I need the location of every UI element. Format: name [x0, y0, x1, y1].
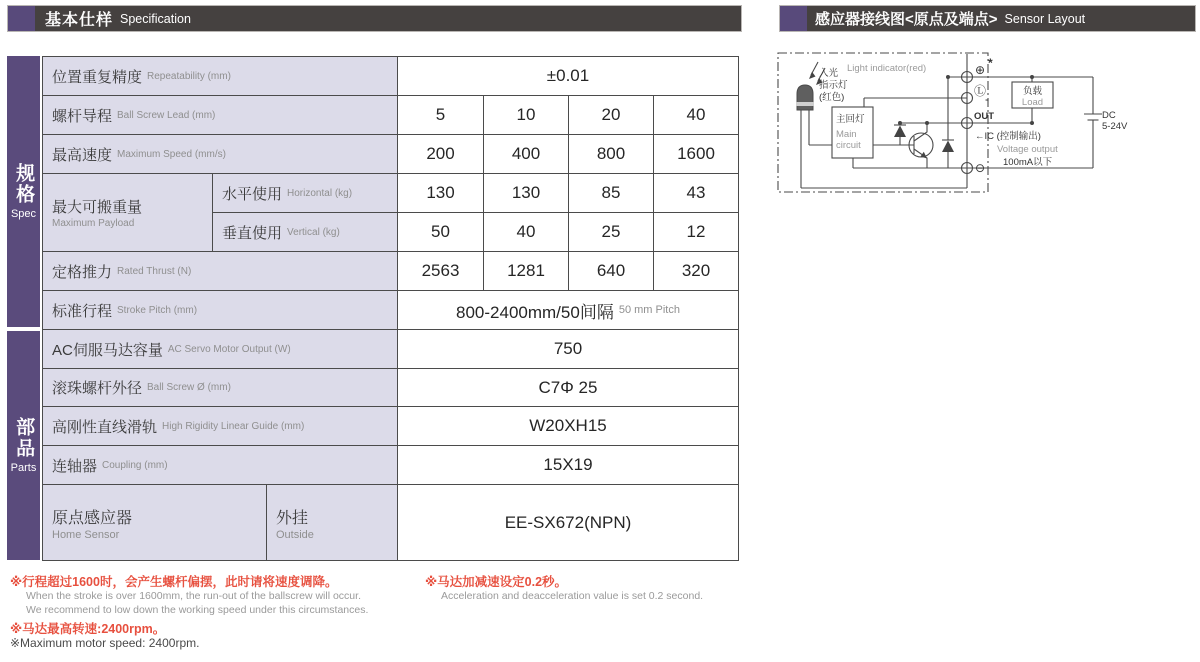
label-zh: AC伺服马达容量 — [52, 341, 163, 359]
speed-value-4: 1600 — [654, 135, 739, 174]
horizontal-value-1: 130 — [398, 174, 484, 213]
zener-right-triangle — [942, 141, 954, 153]
header-accent-square — [8, 6, 35, 31]
row-repeatability-label — [43, 57, 398, 96]
header-accent-square — [780, 6, 807, 31]
vertical-value-4: 12 — [654, 213, 739, 252]
junction-dot — [898, 121, 902, 125]
minus-terminal-symbol: ⊖ — [975, 161, 986, 175]
light-arrowhead-1 — [809, 72, 816, 79]
section-title-zh: 感应器接线图<原点及端点> — [815, 11, 998, 28]
group-label-zh: 规格 — [13, 163, 35, 205]
ic-output-label: ←IC (控制输出) — [975, 131, 1041, 142]
lamp-terminal-dash: - — [985, 92, 989, 106]
note-stroke-en-2: We recommend to low down the working speed under this circumstances. — [26, 604, 369, 616]
label-en: Horizontal (kg) — [287, 187, 353, 199]
lamp-terminal-symbol: Ⓛ — [974, 84, 987, 98]
plus-terminal-symbol: ⊕ — [975, 63, 986, 77]
dc-supply-label-1: DC — [1102, 110, 1116, 121]
label-zh: 标准行程 — [52, 302, 113, 320]
note-stroke-en-1: When the stroke is over 1600mm, the run-out of the ballscrew will occur. — [26, 590, 361, 602]
lamp-rail-wire — [864, 98, 967, 107]
row-screw-label — [43, 369, 398, 407]
load-label-en: Load — [1021, 97, 1044, 108]
label-zh: 高刚性直线滑轨 — [52, 418, 158, 436]
row-stroke-value — [398, 291, 739, 330]
label-zh: 水平使用 — [222, 185, 283, 203]
label-en: Coupling (mm) — [102, 459, 168, 471]
stroke-value-en: 50 mm Pitch — [618, 304, 680, 316]
group-label-parts — [7, 331, 40, 560]
row-vertical-label — [213, 213, 398, 252]
junction-dot — [946, 75, 950, 79]
row-home-sensor-value: EE-SX672(NPN) — [398, 485, 739, 561]
lead-value-3: 20 — [569, 96, 654, 135]
transistor-emitter — [914, 149, 927, 168]
label-en: High Rigidity Linear Guide (mm) — [162, 420, 305, 432]
out-terminal-label: OUT — [974, 111, 995, 122]
light-indicator-label-en: Light indicator(red) — [847, 63, 927, 74]
group-label-zh: 部品 — [13, 417, 35, 459]
junction-dot — [1030, 75, 1034, 79]
speed-value-3: 800 — [569, 135, 654, 174]
dc-supply-label-2: 5-24V — [1102, 121, 1128, 132]
sensor-wiring-diagram — [775, 45, 1200, 205]
vertical-value-1: 50 — [398, 213, 484, 252]
label-zh: 原点感应器 — [52, 509, 133, 527]
label-en: Repeatability (mm) — [147, 70, 231, 82]
label-zh: 螺杆导程 — [52, 107, 113, 125]
section-title-en: Specification — [120, 11, 191, 26]
lead-value-2: 10 — [484, 96, 569, 135]
row-screw-value: C7Φ 25 — [398, 369, 739, 407]
row-motor-label — [43, 330, 398, 369]
main-circuit-label-en1: Main — [836, 129, 857, 140]
label-en: Rated Thrust (N) — [117, 265, 192, 277]
label-en: Maximum Speed (mm/s) — [117, 148, 226, 160]
junction-dot — [925, 121, 929, 125]
group-label-en: Spec — [10, 208, 37, 220]
label-en: Stroke Pitch (mm) — [117, 304, 198, 316]
voltage-output-label: Voltage output — [997, 144, 1058, 155]
current-limit-label: 100mA以下 — [1003, 157, 1053, 168]
lead-value-1: 5 — [398, 96, 484, 135]
row-coupling-value: 15X19 — [398, 446, 739, 485]
row-motor-value: 750 — [398, 330, 739, 369]
asterisk-mark: * — [988, 56, 993, 70]
section-title-en: Sensor Layout — [1004, 11, 1086, 26]
minus-rail-wire — [853, 158, 1093, 168]
section-header-sensor-layout — [779, 5, 1196, 32]
note-stroke-zh: ※行程超过1600时，会产生螺杆偏摆，此时请将速度调降。 — [10, 575, 338, 589]
row-guide-label — [43, 407, 398, 446]
row-home-sensor-mount-label — [267, 485, 398, 561]
row-horizontal-label — [213, 174, 398, 213]
thrust-value-4: 320 — [654, 252, 739, 291]
thrust-value-3: 640 — [569, 252, 654, 291]
group-label-spec — [7, 56, 40, 327]
lead-value-4: 40 — [654, 96, 739, 135]
section-title-zh: 基本仕样 — [45, 12, 114, 29]
horizontal-value-4: 43 — [654, 174, 739, 213]
label-zh: 连轴器 — [52, 457, 98, 475]
row-speed-label — [43, 135, 398, 174]
label-en: Outside — [276, 528, 314, 541]
transistor-collector — [914, 123, 927, 141]
section-header-specification — [7, 5, 742, 32]
note-motor-speed-zh: ※马达最高转速:2400rpm。 — [10, 622, 166, 636]
label-zh: 最大可搬重量 — [52, 199, 143, 216]
row-thrust-label — [43, 252, 398, 291]
label-en: Home Sensor — [52, 528, 120, 541]
label-zh: 外挂 — [276, 509, 309, 527]
label-zh: 位置重复精度 — [52, 68, 143, 86]
light-indicator-label-zh3: (红色) — [819, 92, 845, 103]
label-en: Ball Screw Ø (mm) — [147, 382, 231, 393]
row-lead-label — [43, 96, 398, 135]
thrust-value-2: 1281 — [484, 252, 569, 291]
note-motor-speed-en: ※Maximum motor speed: 2400rpm. — [10, 636, 200, 650]
junction-dot — [1030, 121, 1034, 125]
note-accel-zh: ※马达加减速设定0.2秒。 — [425, 575, 568, 589]
led-indicator-shape — [797, 85, 813, 110]
note-accel-en: Acceleration and deacceleration value is set 0.2 second. — [441, 590, 704, 602]
light-indicator-label-zh1: 入光 — [819, 68, 839, 79]
speed-value-1: 200 — [398, 135, 484, 174]
load-label-zh: 负载 — [1022, 86, 1043, 97]
label-zh: 最高速度 — [52, 146, 113, 164]
thrust-value-1: 2563 — [398, 252, 484, 291]
label-en: Ball Screw Lead (mm) — [117, 109, 216, 121]
label-en: Maximum Payload — [52, 218, 135, 229]
vertical-value-3: 25 — [569, 213, 654, 252]
light-indicator-label-zh2: 指示灯 — [819, 80, 848, 91]
led-band — [796, 102, 814, 106]
row-payload-label — [43, 174, 213, 252]
stroke-value-zh: 800-2400mm/50间隔 — [456, 302, 614, 322]
horizontal-value-3: 85 — [569, 174, 654, 213]
group-label-en: Parts — [10, 462, 37, 474]
specification-table — [42, 56, 739, 561]
led-lead-wires — [801, 110, 832, 188]
label-zh: 垂直使用 — [222, 224, 283, 242]
label-zh: 定格推力 — [52, 263, 113, 281]
row-repeatability-value: ±0.01 — [398, 57, 739, 96]
row-guide-value: W20XH15 — [398, 407, 739, 446]
main-circuit-label-en2: circuit — [836, 140, 861, 151]
horizontal-value-2: 130 — [484, 174, 569, 213]
vertical-value-2: 40 — [484, 213, 569, 252]
label-en: AC Servo Motor Output (W) — [167, 343, 291, 355]
row-stroke-label — [43, 291, 398, 330]
label-zh: 滚珠螺杆外径 — [52, 380, 143, 397]
label-en: Vertical (kg) — [287, 226, 340, 238]
zener-left-triangle — [894, 126, 906, 138]
row-coupling-label — [43, 446, 398, 485]
row-home-sensor-label — [43, 485, 267, 561]
main-circuit-label-zh: 主回灯 — [836, 114, 865, 125]
speed-value-2: 400 — [484, 135, 569, 174]
